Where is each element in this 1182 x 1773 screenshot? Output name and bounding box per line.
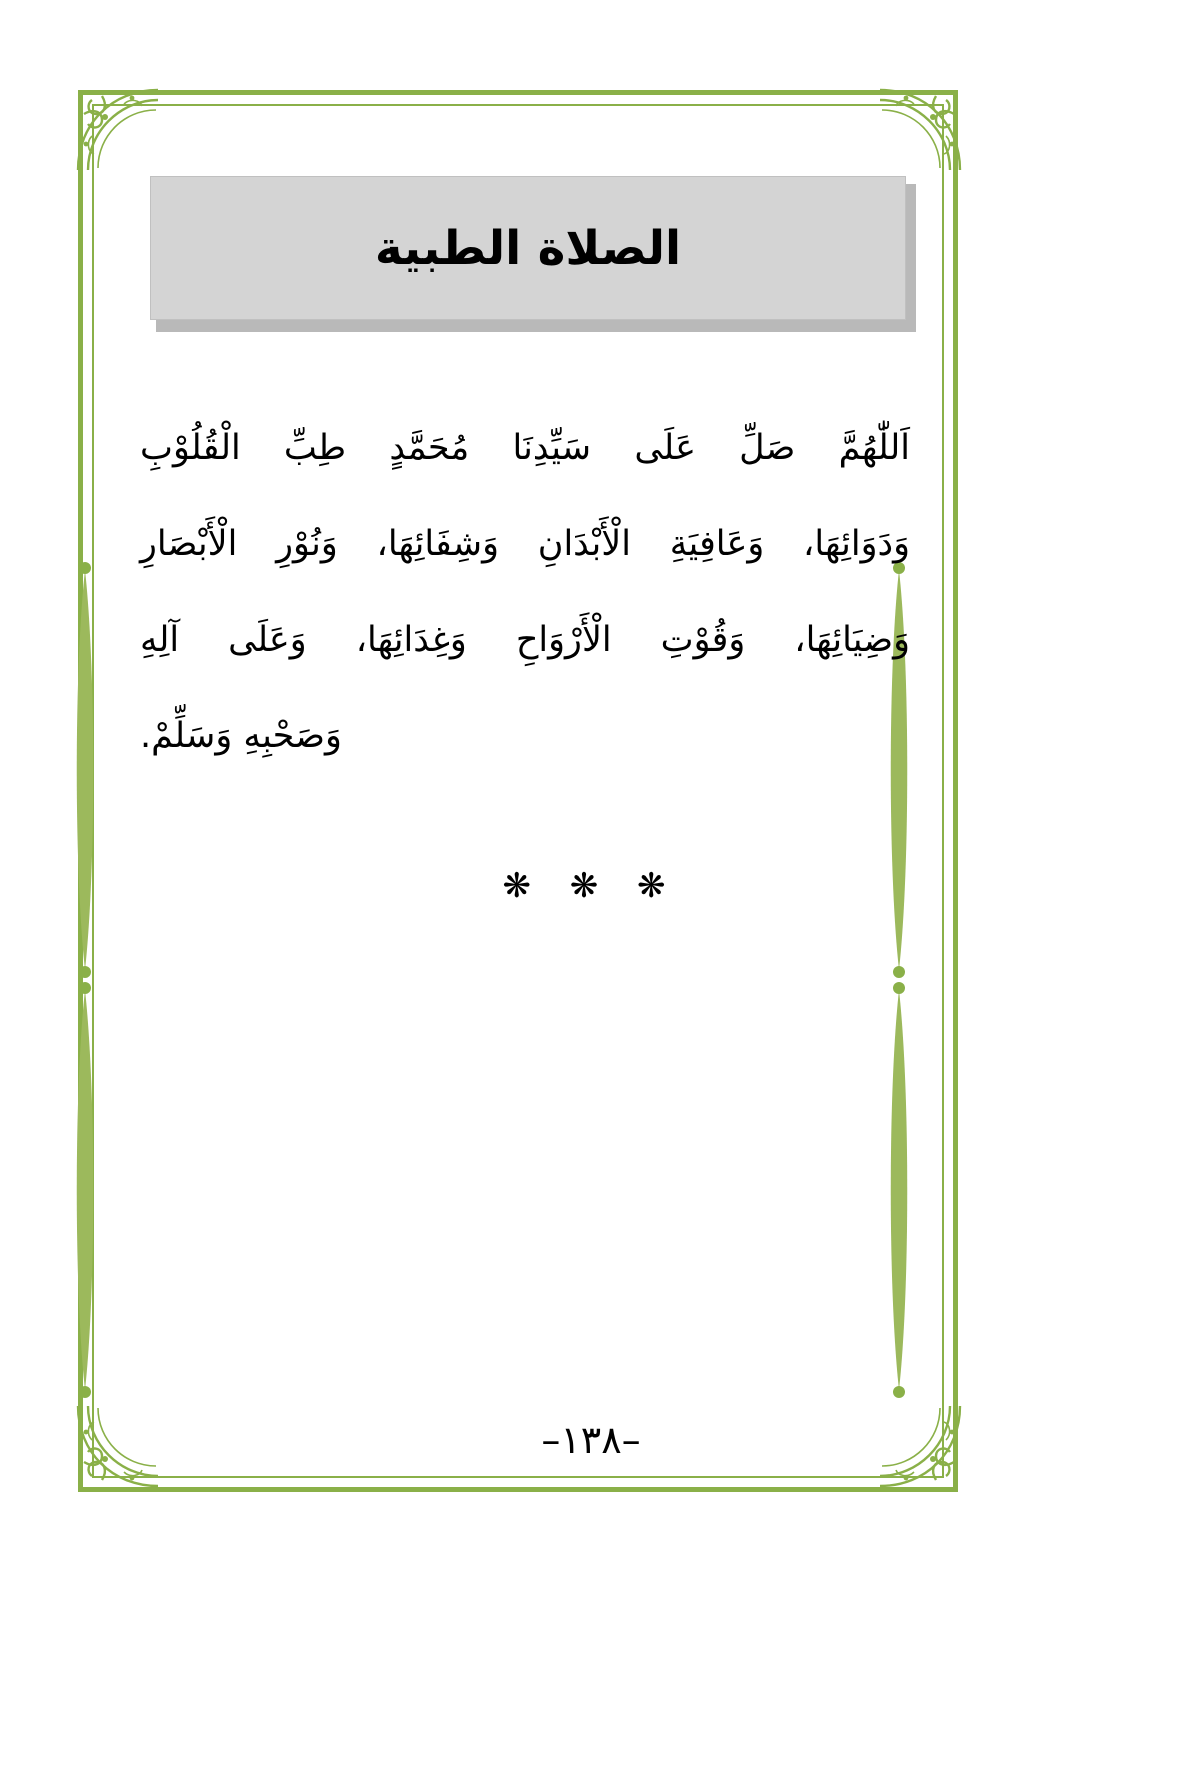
title-plaque — [150, 176, 906, 320]
page-number: –١٣٨– — [541, 1418, 641, 1462]
prayer-text-block — [140, 400, 910, 784]
asterisk-divider: ❋ ❋ ❋ — [502, 866, 680, 906]
prayer-line: وَضِيَائِهَا، وَقُوْتِ الْأَرْوَاحِ وَغِدَائِهَا، وَعَلَى آلِهِ — [140, 620, 910, 660]
leaf-ornament-icon — [72, 560, 98, 980]
prayer-line: اَللّٰهُمَّ صَلِّ عَلَى سَيِّدِنَا مُحَمَّدٍ طِبِّ الْقُلُوْبِ — [140, 428, 910, 468]
page-title: الصلاة الطبية — [374, 220, 682, 276]
leaf-ornament-icon — [886, 980, 912, 1400]
prayer-line: وَصَحْبِهِ وَسَلِّمْ. — [140, 716, 342, 756]
prayer-line: وَدَوَائِهَا، وَعَافِيَةِ الْأَبْدَانِ وَشِفَائِهَا، وَنُوْرِ الْأَبْصَارِ — [140, 524, 910, 564]
leaf-ornament-icon — [72, 980, 98, 1400]
